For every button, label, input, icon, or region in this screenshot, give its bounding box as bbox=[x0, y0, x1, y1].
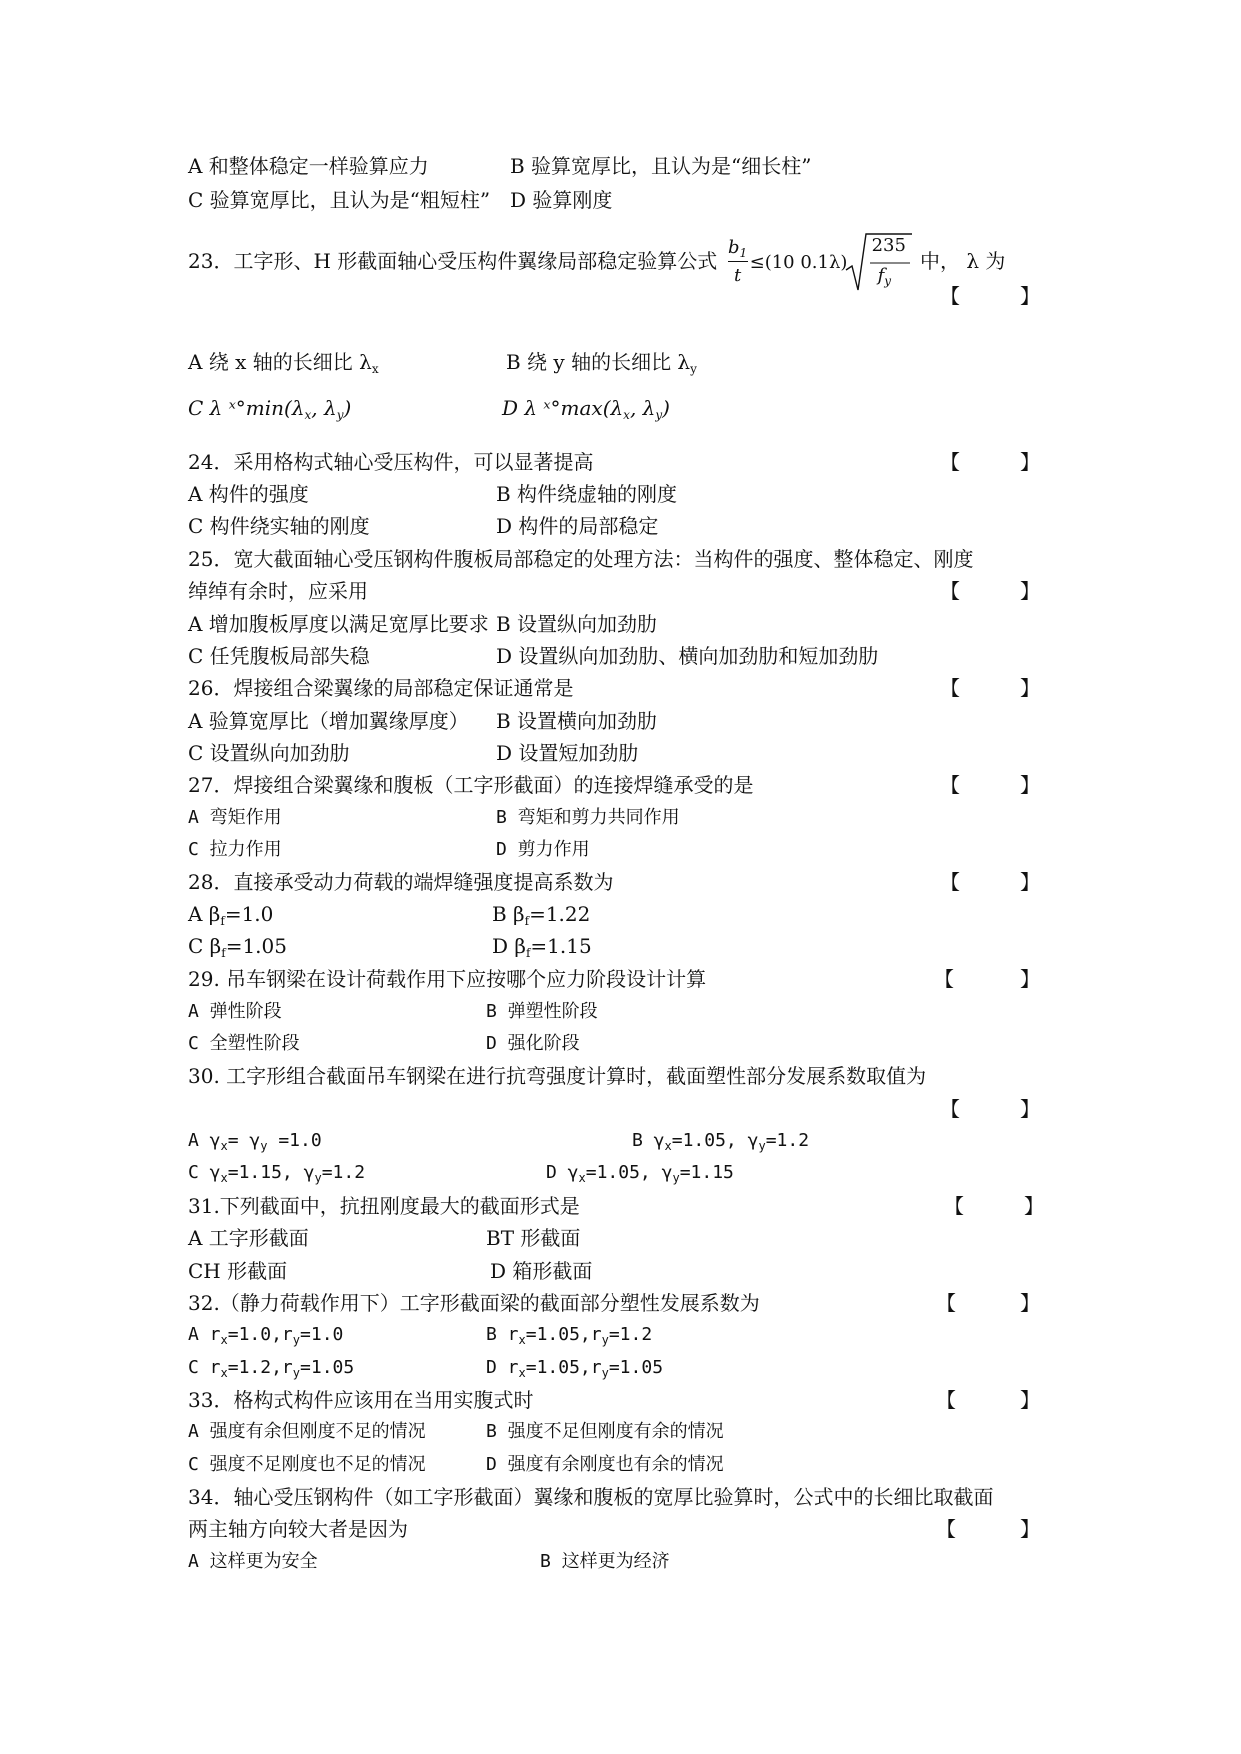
q25-option-a: A 增加腹板厚度以满足宽厚比要求 bbox=[188, 612, 489, 636]
q30-row1 bbox=[188, 1125, 1068, 1157]
q27-row1 bbox=[188, 802, 1068, 834]
q24-row2 bbox=[188, 510, 1068, 542]
q25-stem2: 绰绰有余时，应采用 【 】 bbox=[188, 579, 1040, 603]
q23-stem-tail: 中， λ 为 bbox=[919, 249, 1006, 273]
q28-row2 bbox=[188, 930, 1068, 962]
q24-option-a: A 构件的强度 bbox=[188, 482, 309, 506]
q33-option-d: D 强度有余刚度也有余的情况 bbox=[486, 1454, 724, 1475]
q31-option-a: A 工字形截面 bbox=[188, 1226, 309, 1250]
q25-stem1: 25．宽大截面轴心受压钢构件腹板局部稳定的处理方法：当构件的强度、整体稳定、刚度 bbox=[188, 547, 974, 571]
q25-option-c: C 任凭腹板局部失稳 bbox=[188, 644, 370, 668]
q32-row1 bbox=[188, 1319, 1068, 1351]
formula-root-denominator: $f_y$ bbox=[877, 264, 892, 288]
q24-option-b: B 构件绕虚轴的刚度 bbox=[496, 482, 678, 506]
q33-row1 bbox=[188, 1416, 1068, 1448]
q29-option-c: C 全塑性阶段 bbox=[188, 1033, 300, 1054]
q22-option-a: A 和整体稳定一样验算应力 bbox=[188, 154, 429, 178]
q31-option-d: D 箱形截面 bbox=[490, 1259, 593, 1283]
q23-stem-text: 23．工字形、H 形截面轴心受压构件翼缘局部稳定验算公式 bbox=[188, 249, 718, 273]
q32-stem: 32.（静力荷载作用下）工字形截面梁的截面部分塑性发展系数为 【 】 bbox=[188, 1291, 1040, 1315]
q24-stem: 24．采用格构式轴心受压构件，可以显著提高 【 】 bbox=[188, 450, 1040, 474]
q28-option-d: D $\beta_f=1.15$ bbox=[492, 934, 592, 960]
q28-option-a: A $\beta_f=1.0$ bbox=[188, 902, 274, 928]
q24-option-c: C 构件绕实轴的刚度 bbox=[188, 514, 370, 538]
q27-option-b: B 弯矩和剪力共同作用 bbox=[496, 807, 680, 828]
q33-option-a: A 强度有余但刚度不足的情况 bbox=[188, 1421, 426, 1442]
q33-option-b: B 强度不足但刚度有余的情况 bbox=[486, 1421, 724, 1442]
q28-option-c: C $\beta_f=1.05$ bbox=[188, 934, 287, 960]
q26-option-b: B 设置横向加劲肋 bbox=[496, 709, 658, 733]
q34-stem1: 34．轴心受压钢构件（如工字形截面）翼缘和腹板的宽厚比验算时，公式中的长细比取截面 bbox=[188, 1485, 994, 1509]
q32-option-b: B $r_x=1.05,r_y=1.2$ bbox=[486, 1324, 653, 1347]
q24-row1 bbox=[188, 478, 1068, 510]
q23-option-c: C λ $ˣ^\circ\min(\lambda_x$, $\lambda_y$) bbox=[188, 396, 352, 422]
q30-bracket-row: 【 】 bbox=[940, 1097, 1040, 1121]
q23-bracket-row: 【 】 bbox=[940, 284, 1040, 308]
q29-option-b: B 弹塑性阶段 bbox=[486, 1001, 598, 1022]
q29-row2 bbox=[188, 1028, 1068, 1060]
q25-option-d: D 设置纵向加劲肋、横向加劲肋和短加劲肋 bbox=[496, 644, 879, 668]
q29-option-a: A 弹性阶段 bbox=[188, 1001, 282, 1022]
q31-row2 bbox=[188, 1255, 1068, 1287]
q30-stem: 30. 工字形组合截面吊车钢梁在进行抗弯强度计算时，截面塑性部分发展系数取值为 bbox=[188, 1064, 927, 1088]
formula-root-numerator: 235 bbox=[871, 234, 906, 256]
q26-option-d: D 设置短加劲肋 bbox=[496, 741, 639, 765]
q31-option-c: CH 形截面 bbox=[188, 1259, 288, 1283]
q26-row1 bbox=[188, 705, 1068, 737]
q22-option-c: C 验算宽厚比，且认为是“粗短柱” bbox=[188, 188, 491, 212]
q33-stem: 33．格构式构件应该用在当用实腹式时 【 】 bbox=[188, 1388, 1040, 1412]
q22-row2 bbox=[188, 184, 1068, 216]
q27-row2 bbox=[188, 834, 1068, 866]
q31-stem: 31.下列截面中，抗扭刚度最大的截面形式是 【 】 bbox=[188, 1194, 1044, 1218]
q23-option-a: A 绕 x 轴的长细比 $\lambda_x$ bbox=[188, 350, 379, 376]
q30-option-b: B $\gamma_x=1.05$, $\gamma_y=1.2$ bbox=[632, 1130, 810, 1153]
q25-row2 bbox=[188, 640, 1068, 672]
formula-middle: ≤(10 0.1λ) bbox=[749, 251, 848, 273]
q22-row1 bbox=[188, 150, 1068, 182]
q27-option-c: C 拉力作用 bbox=[188, 839, 282, 860]
formula-denominator-t: t bbox=[733, 264, 742, 286]
q23-row1 bbox=[188, 346, 1068, 378]
q30-option-d: D $\gamma_x=1.05$, $\gamma_y=1.15$ bbox=[546, 1162, 734, 1185]
q32-row2 bbox=[188, 1352, 1068, 1384]
q29-stem: 29. 吊车钢梁在设计荷载作用下应按哪个应力阶段设计计算 【 】 bbox=[188, 967, 1040, 991]
q26-row2 bbox=[188, 737, 1068, 769]
q29-row1 bbox=[188, 996, 1068, 1028]
formula-fraction-bar bbox=[728, 261, 748, 262]
q34-option-b: B 这样更为经济 bbox=[540, 1551, 670, 1572]
q23-option-d: D λ $ˣ^\circ\max(\lambda_x$, $\lambda_y$) bbox=[502, 396, 670, 422]
q34-row1 bbox=[188, 1546, 1068, 1578]
q32-option-c: C $r_x=1.2,r_y=1.05$ bbox=[188, 1357, 355, 1380]
q27-option-a: A 弯矩作用 bbox=[188, 807, 282, 828]
q23-row2 bbox=[188, 392, 1068, 424]
q22-option-b: B 验算宽厚比，且认为是“细长柱” bbox=[510, 154, 812, 178]
q27-stem: 27．焊接组合梁翼缘和腹板（工字形截面）的连接焊缝承受的是 【 】 bbox=[188, 773, 1040, 797]
q25-option-b: B 设置纵向加劲肋 bbox=[496, 612, 658, 636]
q30-row2 bbox=[188, 1157, 1068, 1189]
q34-option-a: A 这样更为安全 bbox=[188, 1551, 318, 1572]
q28-option-b: B $\beta_f=1.22$ bbox=[492, 902, 591, 928]
q26-stem: 26．焊接组合梁翼缘的局部稳定保证通常是 【 】 bbox=[188, 676, 1040, 700]
q33-row2 bbox=[188, 1449, 1068, 1481]
q29-option-d: D 强化阶段 bbox=[486, 1033, 580, 1054]
q24-option-d: D 构件的局部稳定 bbox=[496, 514, 659, 538]
q34-stem2: 两主轴方向较大者是因为 【 】 bbox=[188, 1517, 1040, 1541]
q26-option-a: A 验算宽厚比（增加翼缘厚度） bbox=[188, 709, 469, 733]
q30-option-c: C $\gamma_x=1.15$, $\gamma_y=1.2$ bbox=[188, 1162, 366, 1185]
q26-option-c: C 设置纵向加劲肋 bbox=[188, 741, 350, 765]
formula-numerator-b: $b_1$ bbox=[728, 236, 748, 260]
q30-option-a: A $\gamma_x= \gamma_y =1.0$ bbox=[188, 1130, 322, 1153]
q27-option-d: D 剪力作用 bbox=[496, 839, 590, 860]
q28-stem: 28．直接承受动力荷载的端焊缝强度提高系数为 【 】 bbox=[188, 870, 1040, 894]
q32-option-d: D $r_x=1.05,r_y=1.05$ bbox=[486, 1357, 664, 1380]
q32-option-a: A $r_x=1.0,r_y=1.0$ bbox=[188, 1324, 344, 1347]
q31-option-b: BT 形截面 bbox=[486, 1226, 581, 1250]
q33-option-c: C 强度不足刚度也不足的情况 bbox=[188, 1454, 426, 1475]
q28-row1 bbox=[188, 898, 1068, 930]
q31-row1 bbox=[188, 1222, 1068, 1254]
q23-option-b: B 绕 y 轴的长细比 $\lambda_y$ bbox=[506, 350, 697, 376]
q25-row1 bbox=[188, 608, 1068, 640]
q22-option-d: D 验算刚度 bbox=[510, 188, 613, 212]
